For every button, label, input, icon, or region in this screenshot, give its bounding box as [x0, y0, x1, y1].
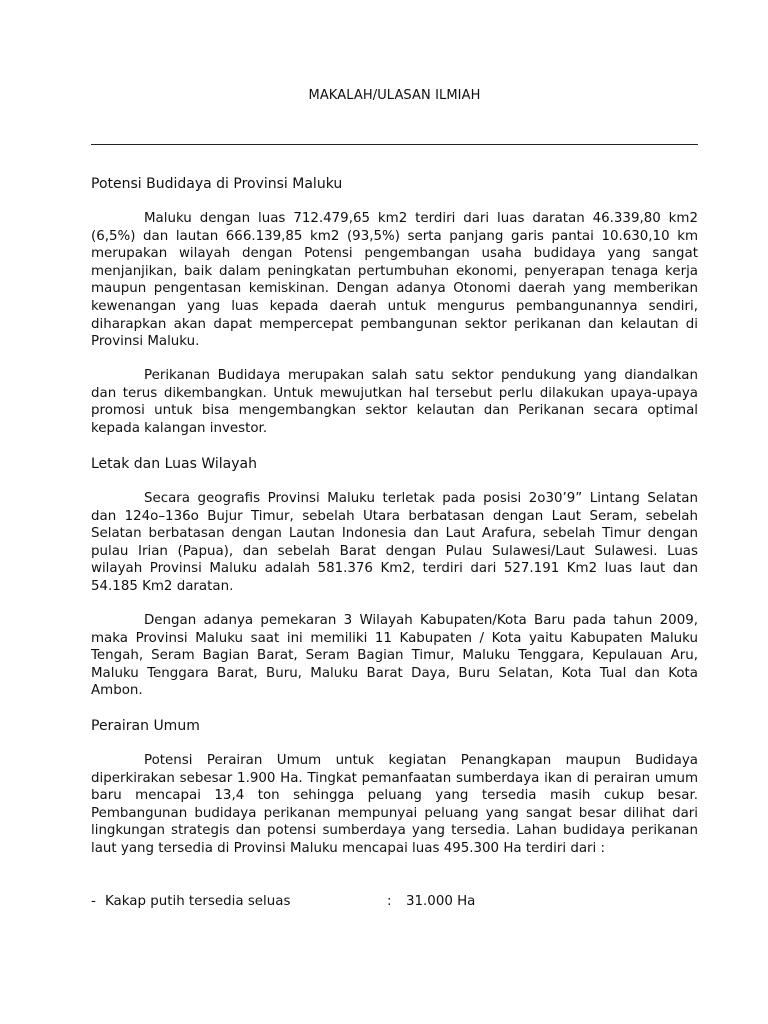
list-dash: -: [91, 894, 96, 909]
paragraph-potensi-2: Perikanan Budidaya merupakan salah satu sektor pendukung yang diandalkan dan terus dikembangkan. Untuk mewujutkan hal tersebut perlu dilakukan upaya-upaya promosi untuk bisa mengembangkan sektor kelautan dan Perikanan secara optimal kepada kalangan investor.: [91, 368, 698, 436]
section-heading-letak: Letak dan Luas Wilayah: [91, 456, 257, 472]
paragraph-letak-1: Secara geografis Provinsi Maluku terletak pada posisi 2o30’9” Lintang Selatan dan 124o–136o Bujur Timur, sebelah Utara berbatasan dengan Laut Seram, sebelah Selatan berbatasan dengan Lautan Indonesia dan Laut Arafura, sebelah Timur dengan pulau Irian (Papua), dan sebelah Barat dengan Pulau Sulawesi/Laut Sulawesi. Luas wilayah Provinsi Maluku adalah 581.376 Km2, terdiri dari 527.191 Km2 luas laut dan 54.185 Km2 daratan.: [91, 491, 698, 594]
list-item-value: 31.000 Ha: [406, 894, 476, 909]
list-item-colon: :: [387, 894, 392, 909]
section-heading-potensi: Potensi Budidaya di Provinsi Maluku: [91, 176, 343, 192]
section-heading-perairan: Perairan Umum: [91, 718, 200, 734]
paragraph-perairan-1: Potensi Perairan Umum untuk kegiatan Penangkapan maupun Budidaya diperkirakan sebesar 1.900 Ha. Tingkat pemanfaatan sumberdaya ikan di perairan umum baru mencapai 13,4 ton sehingga peluang yang tersedia masih cukup besar. Pembangunan budidaya perikanan mempunyai peluang yang sangat besar dilihat dari lingkungan strategis dan potensi sumberdaya yang tersedia. Lahan budidaya perikanan laut yang tersedia di Provinsi Maluku mencapai luas 495.300 Ha terdiri dari :: [91, 753, 698, 856]
document-title: MAKALAH/ULASAN ILMIAH: [308, 88, 481, 103]
list-item-label: Kakap putih tersedia seluas: [105, 894, 291, 909]
paragraph-letak-2: Dengan adanya pemekaran 3 Wilayah Kabupaten/Kota Baru pada tahun 2009, maka Provinsi Maluku saat ini memiliki 11 Kabupaten / Kota yaitu Kabupaten Maluku Tengah, Seram Bagian Barat, Seram Bagian Timur, Maluku Tenggara, Kepulauan Aru, Maluku Tenggara Barat, Buru, Maluku Barat Daya, Buru Selatan, Kota Tual dan Kota Ambon.: [91, 613, 698, 699]
paragraph-potensi-1: Maluku dengan luas 712.479,65 km2 terdiri dari luas daratan 46.339,80 km2 (6,5%) dan lautan 666.139,85 km2 (93,5%) serta panjang garis pantai 10.630,10 km merupakan wilayah dengan Potensi pengembangan usaha budidaya yang sangat menjanjikan, baik dalam peningkatan pertumbuhan ekonomi, penyerapan tenaga kerja maupun pengentasan kemiskinan. Dengan adanya Otonomi daerah yang memberikan kewenangan yang luas kepada daerah untuk mengurus pembangunannya sendiri, diharapkan akan dapat mempercepat pembangunan sektor perikanan dan kelautan di Provinsi Maluku.: [91, 211, 698, 350]
title-divider: [91, 144, 698, 145]
